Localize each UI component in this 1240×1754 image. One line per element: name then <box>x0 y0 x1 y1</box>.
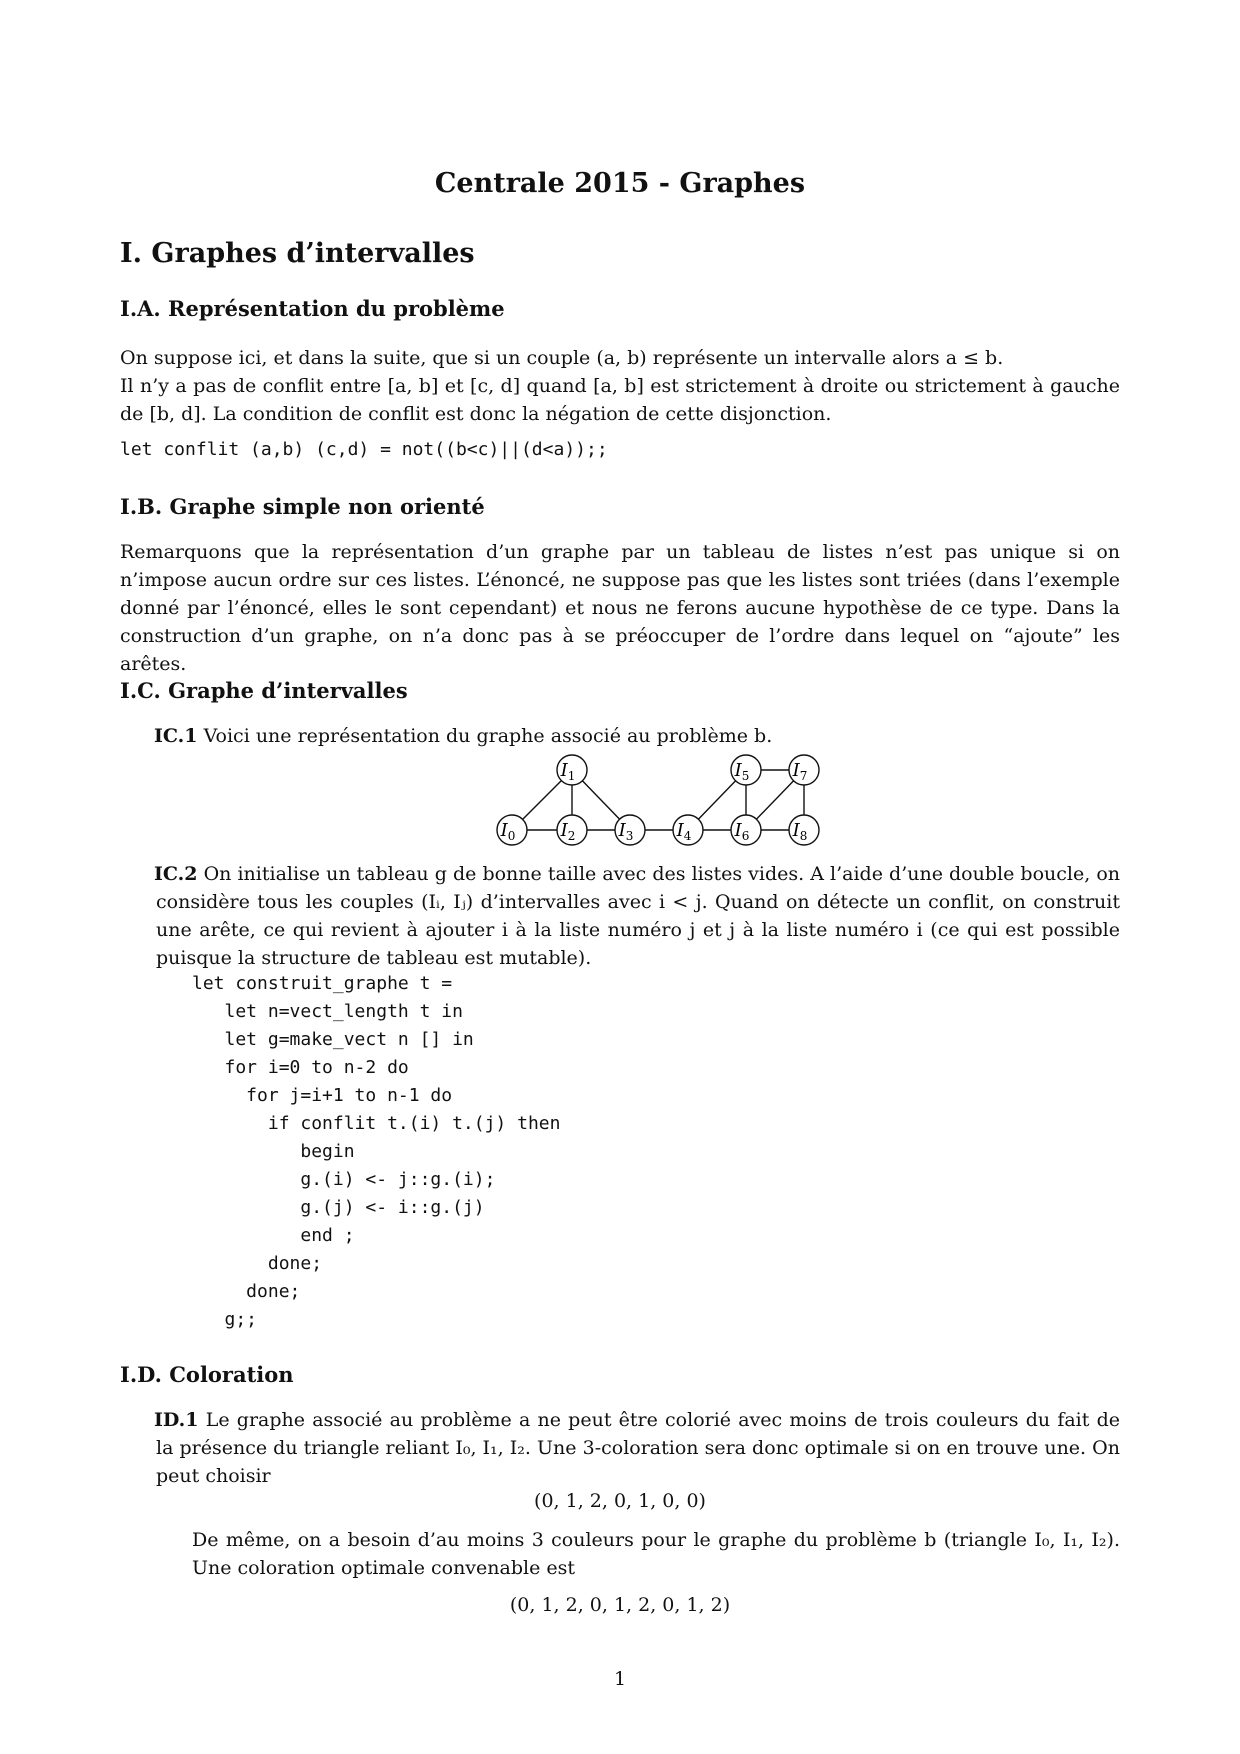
document-title: Centrale 2015 - Graphes <box>434 168 806 199</box>
node-label-I2: $I_2$ <box>560 820 576 843</box>
paragraph-ID-2: De même, on a besoin d’au moins 3 couleurs pour le graphe du problème b (triangle I₀, I₁, I₂). Une coloration optimale convenable est <box>192 1529 1120 1579</box>
graph-nodes <box>497 755 819 845</box>
coloring-b: (0, 1, 2, 0, 1, 2, 0, 1, 2) <box>509 1594 731 1616</box>
node-label-I5: $I_5$ <box>734 760 750 783</box>
page-number: 1 <box>613 1668 627 1690</box>
section-heading-1: I. Graphes d’intervalles <box>120 238 475 269</box>
subsection-heading-ID: I.D. Coloration <box>120 1362 294 1387</box>
graph-edges <box>512 770 804 830</box>
subsection-heading-IA: I.A. Représentation du problème <box>120 296 505 321</box>
coloring-a: (0, 1, 2, 0, 1, 0, 0) <box>534 1490 706 1512</box>
code-construit-graphe: let construit_graphe t = let n=vect_length t in let g=make_vect n [] in for i=0 to n-2 do for j=i+1 to n-1 do if conflit t.(i) t.(j) then begin g.(i) <- j::g.(i); g.(j) <- i::g.(j) end ; done; done; g;; <box>192 973 561 1330</box>
item-IC2 <box>156 860 1120 972</box>
subsection-heading-IB: I.B. Graphe simple non orienté <box>120 494 485 519</box>
paragraph-IA-1: On suppose ici, et dans la suite, que si un couple (a, b) représente un intervalle alors a ≤ b. <box>120 347 1004 369</box>
item-text-IC1: Voici une représentation du graphe associé au problème b. <box>203 725 773 747</box>
node-label-I8: $I_8$ <box>792 820 808 843</box>
subsection-heading-IC: I.C. Graphe d’intervalles <box>120 678 408 703</box>
item-number-IC2: IC.2 <box>154 863 198 885</box>
node-label-I7: $I_7$ <box>792 760 808 783</box>
node-label-I4: $I_4$ <box>676 820 692 843</box>
node-label-I1: $I_1$ <box>560 760 576 783</box>
paragraph-IA-2: Il n’y a pas de conflit entre [a, b] et [c, d] quand [a, b] est strictement à droite ou strictement à gauche de [b, d]. La condition de conflit est donc la négation de cette disjonction. <box>120 375 1120 425</box>
node-label-I0: $I_0$ <box>500 820 516 843</box>
item-ID1 <box>156 1406 1120 1490</box>
node-label-I3: $I_3$ <box>618 820 634 843</box>
paragraph-IB: Remarquons que la représentation d’un graphe par un tableau de listes n’est pas unique si on n’impose aucun ordre sur ces listes. L’énoncé, ne suppose pas que les listes sont triées (dans l’exemple donné par l’énoncé, elles le sont cependant) et nous ne ferons aucune hypothèse de ce type. Dans la construction d’un graphe, on n’a donc pas à se préoccuper de l’ordre dans lequel on “ajoute” les arêtes. <box>120 541 1120 675</box>
node-label-I6: $I_6$ <box>734 820 750 843</box>
item-number-IC1: IC.1 <box>154 725 198 747</box>
code-conflit: let conflit (a,b) (c,d) = not((b<c)||(d<a));; <box>120 439 608 460</box>
item-text-IC2: On initialise un tableau g de bonne taille avec des listes vides. A l’aide d’une double boucle, on considère tous les couples (Iᵢ, Iⱼ) d’intervalles avec i < j. Quand on détecte un conflit, on construit une arête, ce qui revient à ajouter i à la liste numéro j et j à la liste numéro i (ce qui est possible puisque la structure de tableau est mutable). <box>156 863 1120 969</box>
interval-graph <box>490 748 850 858</box>
item-IC1 <box>156 722 1120 750</box>
item-number-ID1: ID.1 <box>154 1409 199 1431</box>
item-text-ID1: Le graphe associé au problème a ne peut être colorié avec moins de trois couleurs du fait de la présence du triangle reliant I₀, I₁, I₂. Une 3-coloration sera donc optimale si on en trouve une. On peut choisir <box>156 1409 1120 1487</box>
